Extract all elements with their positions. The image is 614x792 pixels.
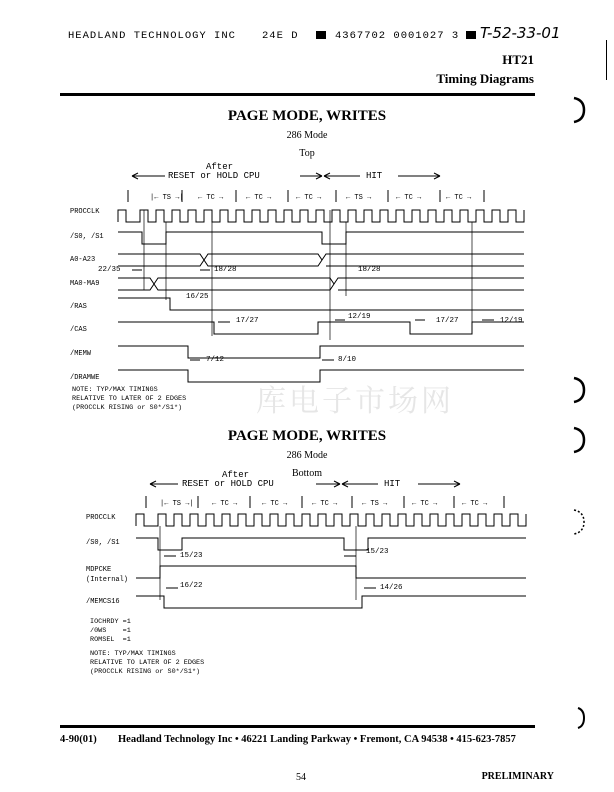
top-timing-t5: 17/27: [236, 317, 259, 325]
watermark-text: 库电子市场网: [256, 384, 454, 419]
top-timing-t8: 12/19: [500, 317, 523, 325]
bottom-cycle-tc-5: ← TC →: [462, 500, 488, 508]
bottom-cycle-ts-2: ← TS →: [362, 500, 388, 508]
bottom-cycle-tc-1: ← TC →: [212, 500, 238, 508]
top-timing-t2: 18/28: [214, 266, 237, 274]
top-signal-s0s1: /S0, /S1: [70, 233, 104, 241]
bottom-procclk-wave: [136, 514, 526, 526]
bottom-memcs16-wave: [136, 596, 526, 608]
bottom-diagram-position: Bottom: [291, 468, 322, 479]
footer-doc-code: 4-90(01): [60, 734, 97, 745]
bottom-phase-arrow-left: [150, 481, 178, 487]
top-signal-cas: /CAS: [70, 326, 87, 334]
top-signal-ras: /RAS: [70, 303, 87, 311]
top-phase-after: After: [206, 162, 234, 172]
bottom-signal-memcs16: /MEMCS16: [86, 598, 120, 606]
bottom-cycle-tc-3: ← TC →: [312, 500, 338, 508]
top-cycle-tc-3: ← TC →: [296, 194, 322, 202]
top-signal-ma: MA0-MA9: [70, 280, 100, 288]
top-timing-t9: 7/12: [206, 356, 225, 364]
bottom-signal-internal: (Internal): [86, 576, 129, 584]
bottom-cycle-ts-1: |← TS →|: [160, 500, 194, 508]
top-cycle-tc-1: ← TC →: [198, 194, 224, 202]
top-cycle-ts-2: ← TS →: [346, 194, 372, 202]
top-timing-t3: 18/28: [358, 266, 381, 274]
bottom-signal-mdpcke: MDPCKE: [86, 566, 112, 574]
bottom-phase-hit: HIT: [384, 479, 401, 489]
footer-page-number: 54: [296, 772, 306, 783]
footer-rule: [60, 725, 535, 728]
bottom-signal-s0s1: /S0, /S1: [86, 539, 120, 547]
top-cycle-ts-1: |← TS →|: [150, 194, 184, 202]
header-part: HT21: [502, 52, 534, 67]
bottom-cycle-tc-2: ← TC →: [262, 500, 288, 508]
top-timing-t10: 8/10: [338, 356, 357, 364]
header-barcode-number: 4367702 0001027 3: [335, 30, 460, 42]
header-code: 24E D: [262, 30, 299, 42]
bottom-signal-procclk: PROCCLK: [86, 514, 116, 522]
bottom-timing-t2: 15/23: [366, 548, 389, 556]
top-cycle-tc-4: ← TC →: [396, 194, 422, 202]
top-cycle-tc-5: ← TC →: [446, 194, 472, 202]
bottom-note: NOTE: TYP/MAX TIMINGS RELATIVE TO LATER OF 2 EDGES (PROCCLK RISING or S0*/S1*): [90, 650, 205, 676]
top-diagram-position: Top: [299, 148, 315, 159]
bottom-hit-arrow-left: [342, 481, 378, 487]
footer-company-line: Headland Technology Inc • 46221 Landing Parkway • Fremont, CA 94538 • 415-623-7857: [118, 734, 516, 745]
top-diagram-mode: 286 Mode: [286, 130, 328, 141]
bottom-diagram-mode: 286 Mode: [286, 450, 328, 461]
top-signal-memw: /MEMW: [70, 350, 92, 358]
bottom-static-signals: IOCHRDY =1 /0WS =1 ROMSEL =1: [90, 618, 131, 644]
top-signal-dramwe: /DRAMWE: [70, 374, 100, 382]
top-timing-t7: 17/27: [436, 317, 459, 325]
bottom-diagram-title: PAGE MODE, WRITES: [227, 428, 387, 444]
bottom-timing-t1: 15/23: [180, 552, 203, 560]
header-section: Timing Diagrams: [436, 71, 534, 86]
top-signal-procclk: PROCCLK: [70, 208, 100, 216]
bottom-s0s1-wave: [136, 538, 526, 550]
bottom-timing-t3: 16/22: [180, 582, 203, 590]
top-signal-address: A0-A23: [70, 256, 96, 264]
top-note: NOTE: TYP/MAX TIMINGS RELATIVE TO LATER OF 2 EDGES (PROCCLK RISING or S0*/S1*): [72, 386, 187, 412]
top-phase-hit: HIT: [366, 171, 383, 181]
header-company: HEADLAND TECHNOLOGY INC: [68, 30, 236, 42]
top-timing-t1: 22/35: [98, 266, 121, 274]
bottom-timing-t4: 14/26: [380, 584, 403, 592]
footer-status: PRELIMINARY: [481, 771, 554, 782]
top-timing-t6: 12/19: [348, 313, 371, 321]
top-timing-t4: 16/25: [186, 293, 209, 301]
top-cycle-tc-2: ← TC →: [246, 194, 272, 202]
top-diagram-title: PAGE MODE, WRITES: [227, 108, 387, 124]
bottom-cycle-tc-4: ← TC →: [412, 500, 438, 508]
top-phase-reset: RESET or HOLD CPU: [168, 171, 260, 181]
bottom-phase-arrow-right: [316, 481, 340, 487]
bottom-hit-arrow-right: [418, 481, 460, 487]
bottom-phase-after: After: [222, 470, 250, 480]
header-handwritten-code: T-52-33-01: [480, 24, 561, 42]
bottom-phase-reset: RESET or HOLD CPU: [182, 479, 274, 489]
bottom-mdpcke-wave: [136, 566, 526, 578]
